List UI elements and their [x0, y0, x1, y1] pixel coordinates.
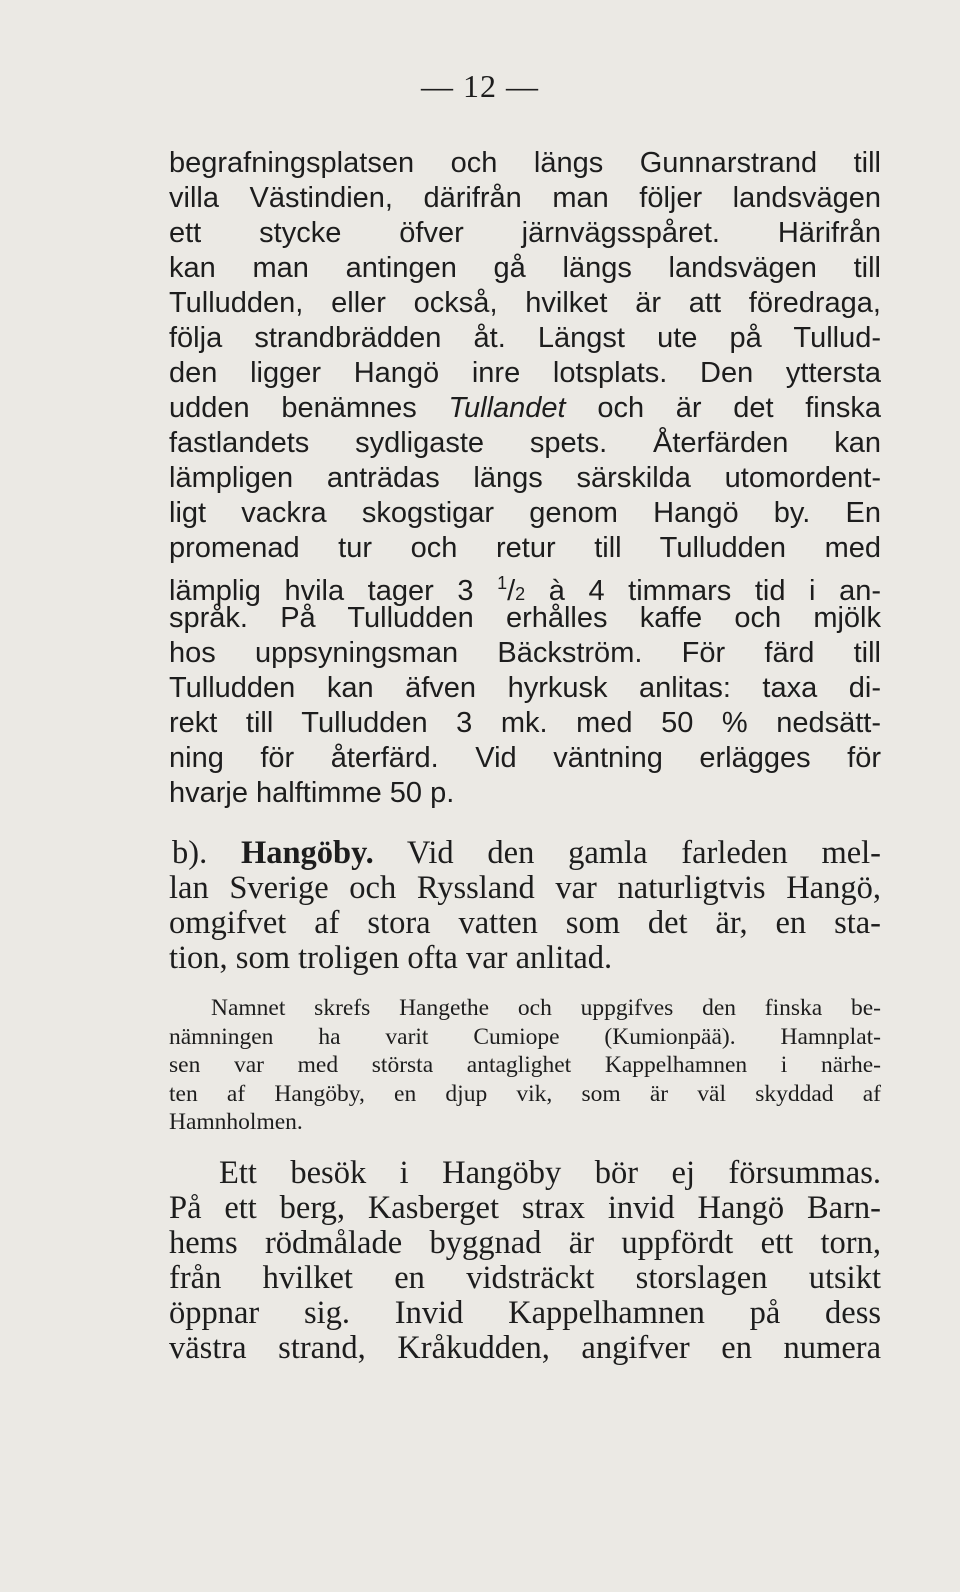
fraction-slash: / — [507, 575, 516, 607]
text-line: kan man antingen gå längs landsvägen till — [169, 252, 881, 284]
text-line: hvarje halftimme 50 p. — [169, 777, 455, 809]
note-line: Namnet skrefs Hangethe och uppgifves den finska be- — [211, 995, 881, 1021]
text-line: omgifvet af stora vatten som det är, en sta- — [169, 905, 881, 941]
note-line: nämningen ha varit Cumiope (Kumionpää). Hamnplat- — [169, 1023, 881, 1050]
note-line: ten af Hangöby, en djup vik, som är väl skyddad af — [169, 1080, 881, 1107]
text-line: ligt vackra skogstigar genom Hangö by. En — [169, 497, 881, 529]
paragraph-tulludden — [169, 146, 881, 811]
text-line: rekt till Tulludden 3 mk. med 50 % nedsätt- — [169, 707, 881, 739]
note-line: Hamnholmen. — [169, 1109, 303, 1135]
emphasis-tullandet: Tullandet — [448, 392, 566, 424]
fraction-numerator: 1 — [497, 573, 508, 593]
text-run: och är det finska — [565, 392, 882, 424]
text-line: Tulludden kan äfven hyrkusk anlitas: taxa di- — [169, 672, 881, 704]
text-line: fastlandets sydligaste spets. Återfärden kan — [169, 427, 881, 459]
text-line: lan Sverige och Ryssland var naturligtvis Hangö, — [169, 870, 881, 906]
text-line: från hvilket en vidsträckt storslagen utsikt — [169, 1260, 881, 1296]
fraction-denominator: 2 — [515, 584, 526, 604]
text-line — [169, 391, 881, 426]
text-line: Tulludden, eller också, hvilket är att föredraga, — [169, 287, 881, 319]
paragraph-hangoby-visit — [169, 1156, 881, 1366]
text-run: à 4 timmars tid i an- — [525, 575, 881, 607]
text-run: Vid den gamla farleden mel- — [373, 835, 881, 871]
text-line: begrafningsplatsen och längs Gunnarstrand till — [169, 147, 881, 179]
section-heading-line — [169, 836, 881, 871]
section-b-hangoby — [169, 836, 881, 976]
page-number: — 12 — — [421, 68, 539, 104]
text-line: ett stycke öfver järnvägsspåret. Härifrån — [169, 217, 881, 249]
text-line: västra strand, Kråkudden, angifver en numera — [169, 1330, 881, 1366]
text-line: promenad tur och retur till Tulludden med — [169, 532, 881, 564]
text-run: udden benämnes — [169, 392, 449, 424]
text-line: lämpligen anträdas längs särskilda utomordent- — [169, 462, 881, 494]
text-line: språk. På Tulludden erhålles kaffe och mjölk — [169, 602, 881, 634]
text-line: villa Västindien, därifrån man följer landsvägen — [169, 182, 881, 214]
text-line: tion, som troligen ofta var anlitad. — [169, 940, 613, 976]
text-line: hos uppsyningsman Bäckström. För färd till — [169, 637, 881, 669]
text-line: Ett besök i Hangöby bör ej försummas. — [219, 1155, 881, 1191]
text-line: ning för återfärd. Vid väntning erlägges för — [169, 742, 881, 774]
text-line: följa strandbrädden åt. Längst ute på Tullud- — [169, 322, 881, 354]
text-line: den ligger Hangö inre lotsplats. Den yttersta — [169, 357, 881, 389]
section-title: Hangöby. — [240, 835, 374, 871]
text-line — [169, 566, 881, 607]
note-line: sen var med största antaglighet Kappelhamnen i närhe- — [169, 1052, 881, 1078]
text-line: På ett berg, Kasberget strax invid Hangö Barn- — [169, 1190, 881, 1226]
text-line: hems rödmålade byggnad är uppfördt ett torn, — [169, 1225, 881, 1261]
text-line: öppnar sig. Invid Kappelhamnen på dess — [169, 1295, 881, 1331]
section-label: b). — [172, 835, 241, 871]
small-print-note — [169, 994, 881, 1139]
text-run: lämplig hvila tager 3 — [169, 575, 498, 607]
